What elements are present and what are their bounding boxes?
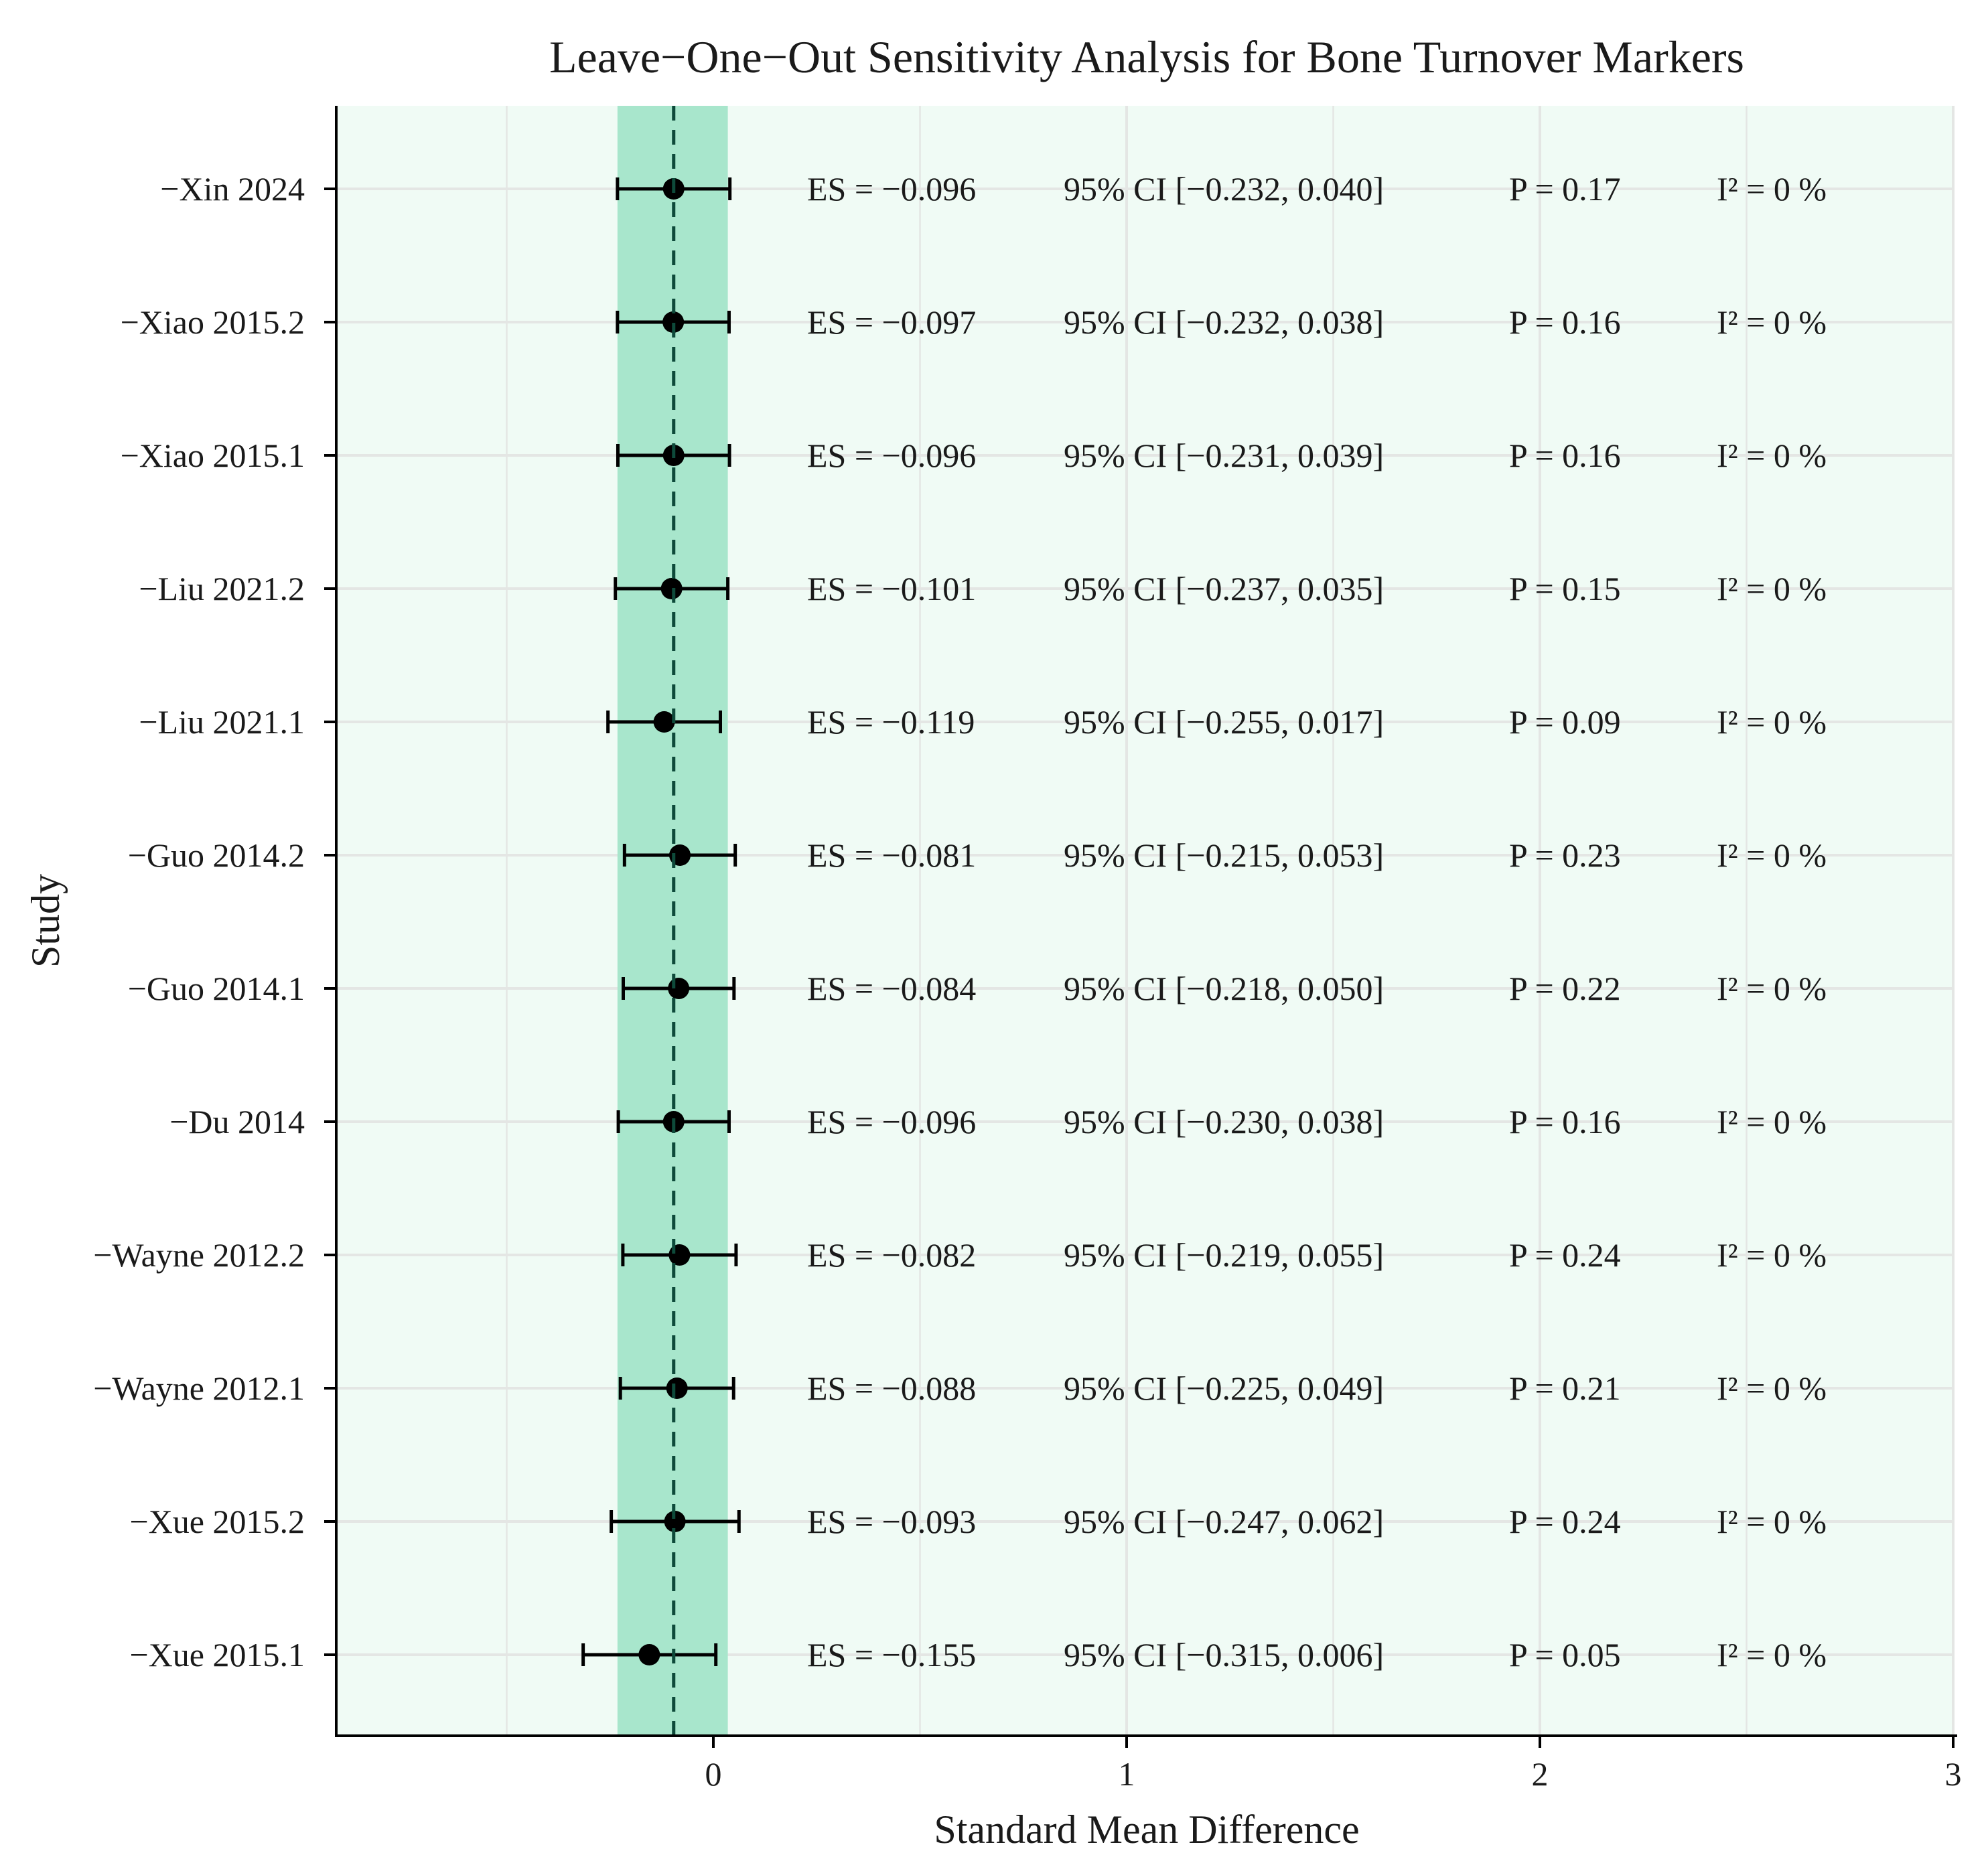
x-tick-label: 3 xyxy=(1944,1755,1962,1793)
ci-annotation: 95% CI [−0.247, 0.062] xyxy=(1064,1503,1384,1540)
study-label: −Xue 2015.1 xyxy=(129,1636,305,1673)
x-tick-label: 2 xyxy=(1531,1755,1549,1793)
plot-panel xyxy=(335,106,1955,1736)
study-label: −Liu 2021.1 xyxy=(139,703,305,741)
p-annotation: P = 0.24 xyxy=(1509,1236,1621,1274)
i2-annotation: I² = 0 % xyxy=(1717,1503,1827,1540)
effect-point xyxy=(654,711,675,733)
es-annotation: ES = −0.096 xyxy=(807,1103,977,1140)
study-label: −Xue 2015.2 xyxy=(129,1503,305,1540)
es-annotation: ES = −0.096 xyxy=(807,170,977,208)
ci-annotation: 95% CI [−0.232, 0.038] xyxy=(1064,303,1384,341)
p-annotation: P = 0.16 xyxy=(1509,1103,1621,1140)
study-label: −Guo 2014.1 xyxy=(127,970,305,1007)
p-annotation: P = 0.23 xyxy=(1509,836,1621,874)
es-annotation: ES = −0.088 xyxy=(807,1369,977,1407)
study-label: −Liu 2021.2 xyxy=(139,570,305,607)
i2-annotation: I² = 0 % xyxy=(1717,1236,1827,1274)
study-label: −Xiao 2015.2 xyxy=(120,303,305,341)
p-annotation: P = 0.24 xyxy=(1509,1503,1621,1540)
i2-annotation: I² = 0 % xyxy=(1717,970,1827,1007)
study-label: −Wayne 2012.1 xyxy=(93,1369,305,1407)
es-annotation: ES = −0.093 xyxy=(807,1503,977,1540)
x-tick-label: 0 xyxy=(705,1755,722,1793)
es-annotation: ES = −0.119 xyxy=(807,703,975,741)
p-annotation: P = 0.09 xyxy=(1509,703,1621,741)
i2-annotation: I² = 0 % xyxy=(1717,170,1827,208)
ci-annotation: 95% CI [−0.237, 0.035] xyxy=(1064,570,1384,607)
es-annotation: ES = −0.082 xyxy=(807,1236,977,1274)
y-axis-label: Study xyxy=(23,873,68,968)
x-axis-label: Standard Mean Difference xyxy=(934,1807,1360,1852)
chart-title: Leave−One−Out Sensitivity Analysis for Bone Turnover Markers xyxy=(549,31,1745,82)
i2-annotation: I² = 0 % xyxy=(1717,836,1827,874)
study-label: −Xin 2024 xyxy=(160,170,305,208)
p-annotation: P = 0.05 xyxy=(1509,1636,1621,1673)
effect-point xyxy=(666,1378,688,1399)
es-annotation: ES = −0.155 xyxy=(807,1636,977,1673)
es-annotation: ES = −0.084 xyxy=(807,970,977,1007)
ci-annotation: 95% CI [−0.255, 0.017] xyxy=(1064,703,1384,741)
ci-annotation: 95% CI [−0.232, 0.040] xyxy=(1064,170,1384,208)
i2-annotation: I² = 0 % xyxy=(1717,1369,1827,1407)
i2-annotation: I² = 0 % xyxy=(1717,1636,1827,1673)
p-annotation: P = 0.22 xyxy=(1509,970,1621,1007)
i2-annotation: I² = 0 % xyxy=(1717,703,1827,741)
p-annotation: P = 0.21 xyxy=(1509,1369,1621,1407)
es-annotation: ES = −0.081 xyxy=(807,836,977,874)
ci-annotation: 95% CI [−0.215, 0.053] xyxy=(1064,836,1384,874)
p-annotation: P = 0.15 xyxy=(1509,570,1621,607)
p-annotation: P = 0.17 xyxy=(1509,170,1621,208)
ci-annotation: 95% CI [−0.219, 0.055] xyxy=(1064,1236,1384,1274)
ci-annotation: 95% CI [−0.225, 0.049] xyxy=(1064,1369,1384,1407)
i2-annotation: I² = 0 % xyxy=(1717,303,1827,341)
x-axis-ticks xyxy=(705,1736,1962,1793)
ci-annotation: 95% CI [−0.230, 0.038] xyxy=(1064,1103,1384,1140)
es-annotation: ES = −0.101 xyxy=(807,570,977,607)
study-label: −Du 2014 xyxy=(169,1103,305,1140)
effect-point xyxy=(668,1244,690,1266)
i2-annotation: I² = 0 % xyxy=(1717,570,1827,607)
es-annotation: ES = −0.097 xyxy=(807,303,977,341)
x-tick-label: 1 xyxy=(1118,1755,1135,1793)
ci-annotation: 95% CI [−0.218, 0.050] xyxy=(1064,970,1384,1007)
p-annotation: P = 0.16 xyxy=(1509,437,1621,474)
study-label: −Wayne 2012.2 xyxy=(93,1236,305,1274)
i2-annotation: I² = 0 % xyxy=(1717,437,1827,474)
study-label: −Xiao 2015.1 xyxy=(120,437,305,474)
effect-point xyxy=(661,578,683,599)
p-annotation: P = 0.16 xyxy=(1509,303,1621,341)
ci-annotation: 95% CI [−0.231, 0.039] xyxy=(1064,437,1384,474)
i2-annotation: I² = 0 % xyxy=(1717,1103,1827,1140)
effect-point xyxy=(668,978,689,999)
es-annotation: ES = −0.096 xyxy=(807,437,977,474)
ci-annotation: 95% CI [−0.315, 0.006] xyxy=(1064,1636,1384,1673)
study-label: −Guo 2014.2 xyxy=(127,836,305,874)
effect-point xyxy=(638,1644,660,1665)
